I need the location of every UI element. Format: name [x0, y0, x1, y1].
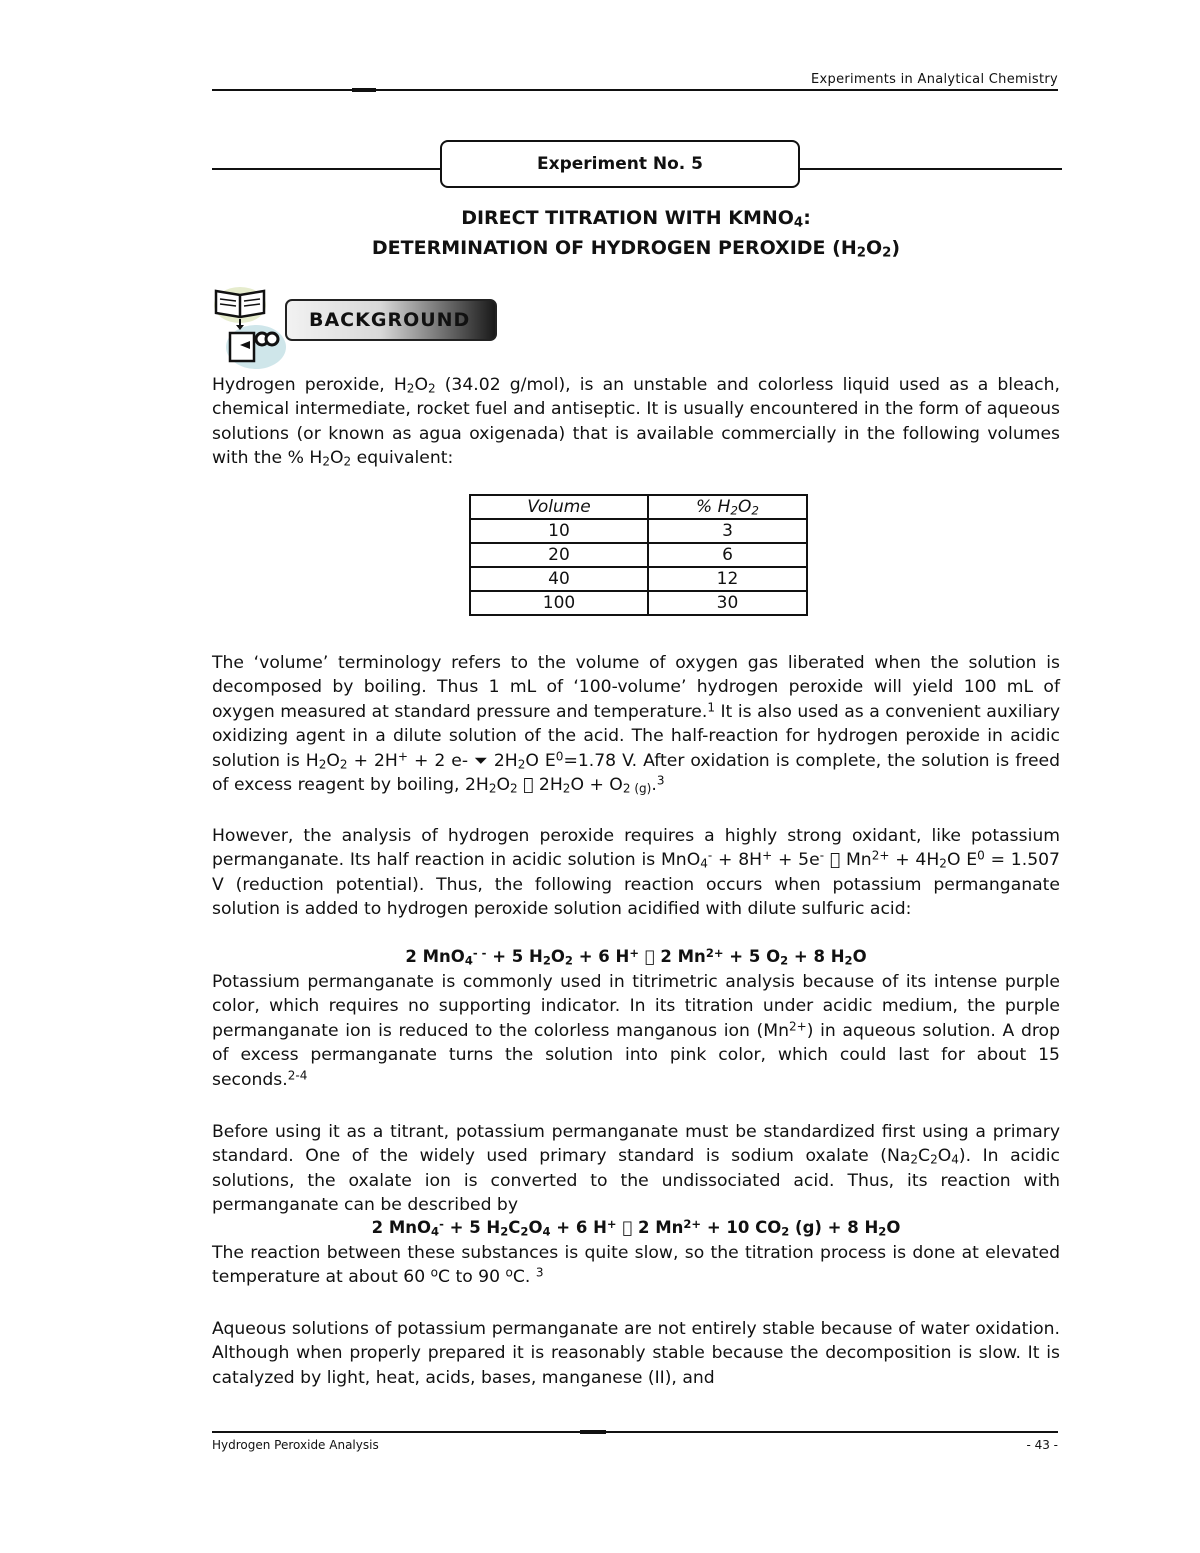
page-number: - 43 - — [1026, 1438, 1058, 1452]
title-line-2: DETERMINATION OF HYDROGEN PEROXIDE $(H_2O_2)$ — [371, 237, 901, 261]
table-cell-percent: 12 — [648, 567, 807, 591]
table-cell-volume: 10 — [470, 519, 648, 543]
table-cell-percent: 6 — [648, 543, 807, 567]
equation-2: 2 MnO$_4$- + 5 $H_2C_2O_4 + 6$ H+ ￿ 2 $Mn^{2+} + 10$ $CO_2$ (g) + 8 $H_2O$ — [371, 1216, 901, 1239]
page-title — [212, 203, 1060, 263]
running-header: Experiments in Analytical Chemistry — [811, 72, 1058, 87]
section-badge-background: BACKGROUND — [285, 299, 497, 341]
experiment-rule-right — [798, 168, 1062, 170]
paragraph-5: Before using it as a titrant, potassium permanganate must be standardized first using a primary standard. One of the widely used primary standard is sodium oxalate $(Na_2C_2O_4)$. In acidic solutions, the oxalate ion is converted to the undissociated acid. Thus, its reaction with permanganate can be described by — [212, 1122, 1061, 1216]
table-row — [470, 519, 807, 543]
column-header-volume: Volume — [470, 495, 648, 519]
table-cell-percent: 3 — [648, 519, 807, 543]
table-header-row — [470, 495, 807, 519]
table-cell-volume: 100 — [470, 591, 648, 615]
experiment-rule-left — [212, 168, 442, 170]
header-rule-accent — [352, 88, 376, 92]
footer-rule-accent — [580, 1430, 606, 1434]
table-row — [470, 591, 807, 615]
paragraph-2: The ‘volume’ terminology refers to the volume of oxygen gas liberated when the solution is decomposed by boiling. Thus 1 mL of ‘100-volume’ hydrogen peroxide will yield 100 mL of oxygen measured at standard pressure and temperature.$^1$ It is also used as a convenient auxiliary oxidizing agent in a dilute solution of the acid. The half-reaction for hydrogen peroxide in acidic solution is $H_2O_2 + 2H^+ + 2$ e- ⏷ $2H_2O$ $E^0=1.78$ V. After oxidation is complete, the solution is freed of excess reagent by boiling, $2H_2O_2$ ￿ $2H_2O + O_{2 (g)}.^3$ — [212, 653, 1061, 796]
running-footer: Hydrogen Peroxide Analysis — [212, 1438, 379, 1452]
table-cell-volume: 40 — [470, 567, 648, 591]
paragraph-7: Aqueous solutions of potassium permanganate are not entirely stable because of water oxidation. Although when properly prepared it is reasonably stable because the decomposition is slow. It is catalyzed by light, heat, acids, bases, manganese (II), and — [212, 1319, 1060, 1388]
footer-rule — [212, 1431, 1058, 1433]
equation-1: 2 MnO$_4$- - + 5 $H_2O_2 + 6$ H+ ￿ 2 $Mn^{2+} + 5$ $O_2 + 8$ $H_2O$ — [405, 945, 867, 968]
table-row — [470, 567, 807, 591]
paragraph-1: Hydrogen peroxide, $H_2O_2$ (34.02 g/mol), is an unstable and colorless liquid used as a bleach, chemical intermediate, rocket fuel and antiseptic. It is usually encountered in the form of aqueous solutions (or known as agua oxigenada) that is available commercially in the following volumes with the % $H_2O_2$ equivalent: — [212, 375, 1060, 469]
paragraph-6: The reaction between these substances is quite slow, so the titration process is done at elevated temperature at about 60 $^o$C to 90 $^o$C. $^3$ — [212, 1243, 1060, 1288]
table-cell-percent: 30 — [648, 591, 807, 615]
header-rule — [212, 89, 1058, 91]
table-cell-volume: 20 — [470, 543, 648, 567]
paragraph-3: However, the analysis of hydrogen peroxide requires a highly strong oxidant, like potassium permanganate. Its half reaction in acidic solution is MnO$_4$- + 8H+ + 5e- ￿ $Mn^{2+} + 4H_2O$ $E^0 = 1.507$ V (reduction potential). Thus, the following reaction occurs when potassium permanganate solution is added to hydrogen peroxide solution acidified with dilute sulfuric acid: — [212, 826, 1060, 920]
table-row — [470, 543, 807, 567]
experiment-label: Experiment No. 5 — [440, 140, 800, 188]
column-header-percent: % $H_2O_2$ — [648, 495, 807, 519]
paragraph-4: Potassium permanganate is commonly used in titrimetric analysis because of its intense purple color, which requires no supporting indicator. In its titration under acidic medium, the purple permanganate ion is reduced to the colorless manganous ion $(Mn^{2+})$ in aqueous solution. A drop of excess permanganate turns the solution into pink color, which could last for about 15 seconds.$^{2-4}$ — [212, 972, 1060, 1090]
title-line-1: DIRECT TITRATION WITH $KMNO_4$: — [461, 207, 811, 231]
book-and-notepad-icon — [210, 283, 290, 375]
volume-percent-table — [469, 494, 808, 616]
